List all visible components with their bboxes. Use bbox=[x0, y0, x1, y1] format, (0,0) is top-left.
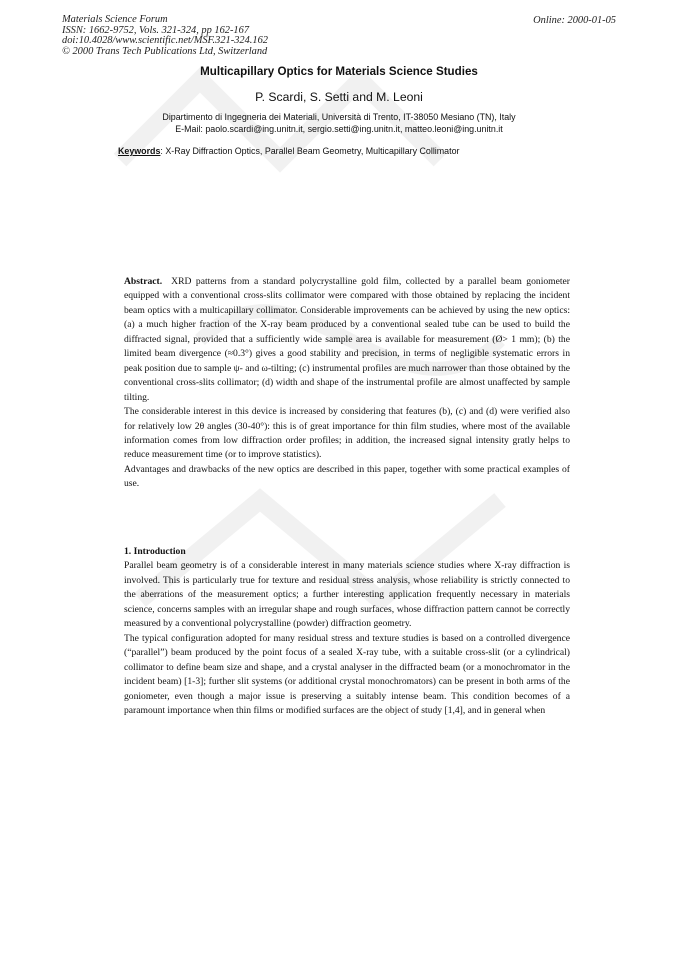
affiliation: Dipartimento di Ingegneria dei Materiali, Università di Trento, IT-38050 Mesiano (TN), Italy bbox=[162, 112, 516, 122]
online-date: Online: 2000-01-05 bbox=[533, 15, 616, 26]
journal-doi[interactable]: doi:10.4028/www.scientific.net/MSF.321-324.162 bbox=[62, 35, 268, 47]
abstract-paragraph-3: Advantages and drawbacks of the new optics are described in this paper, together with some practical examples of use. bbox=[124, 463, 570, 490]
abstract-paragraph-1 bbox=[124, 275, 570, 405]
email-line[interactable]: E-Mail: paolo.scardi@ing.unitn.it, sergio.setti@ing.unitn.it, matteo.leoni@ing.unitn.it bbox=[175, 123, 503, 134]
introduction-paragraph-1: Parallel beam geometry is of a considerable interest in many materials science studies where X-ray diffraction is involved. This is particularly true for texture and residual stress analysis, whose reliability is strictly connected to the aberrations of the measurement optics; a further interesting application frequently necessary in materials science, concerns samples with an irregular shape and rough surfaces, whose diffraction pattern cannot be correctly measured by a conventional polycrystalline (powder) diffraction geometry. bbox=[124, 560, 570, 630]
keywords-label: Keywords bbox=[118, 146, 161, 156]
introduction-section bbox=[124, 545, 570, 718]
abstract-label: Abstract. bbox=[124, 276, 163, 287]
keywords-text: : X-Ray Diffraction Optics, Parallel Beam Geometry, Multicapillary Collimator bbox=[160, 146, 460, 156]
journal-issn: ISSN: 1662-9752, Vols. 321-324, pp 162-167 bbox=[62, 24, 250, 36]
abstract-paragraph-2: The considerable interest in this device is increased by considering that features (b), (c) and (d) were verified also for relatively low 2θ angles (30-40°): this is of great importance for thin film studies, where most of the available information comes from low diffraction order profiles; in addition, the increased signal intensity gratly helps to reduce measurement time (or to improve statistics). bbox=[124, 406, 570, 461]
journal-copyright: © 2000 Trans Tech Publications Ltd, Switzerland bbox=[62, 45, 268, 57]
journal-name: Materials Science Forum bbox=[62, 14, 168, 25]
keywords-line bbox=[118, 146, 618, 156]
introduction-heading: 1. Introduction bbox=[124, 546, 186, 557]
paper-authors: P. Scardi, S. Setti and M. Leoni bbox=[255, 90, 423, 104]
journal-info bbox=[62, 15, 442, 57]
paper-title: Multicapillary Optics for Materials Science Studies bbox=[200, 65, 478, 78]
abstract-text-1: XRD patterns from a standard polycrystalline gold film, collected by a parallel beam goniometer equipped with a conventional cross-slits collimator were compared with those obtained by replacing the incident beam optics with a multicapillary collimator. Considerable improvements can be achieved by using the new optics: (a) a much higher fraction of the X-ray beam produced by a conventional sealed tube can be used to build the diffracted signal, provided that a sufficiently wide sample area is available for measurement (Ø> 1 mm); (b) the limited beam divergence (≈0.3°) gives a good stability and precision, in terms of negligible systematic errors in peak position due to sample ψ- and ω-tilting; (c) instrumental profiles are much narrower than those obtained by the conventional cross-slits collimator; (d) width and shape of the instrumental profile are almost unaffected by sample tilting. bbox=[124, 276, 571, 403]
introduction-paragraph-2: The typical configuration adopted for many residual stress and texture studies is based on a controlled divergence (“parallel”) beam produced by the point focus of a sealed X-ray tube, with a suitable cross-slit (or a cylindrical) collimator to define beam size and shape, and a crystal analyser in the diffracted beam (or a monochromator in the incident beam) [1-3]; further slit systems (or additional crystal monochromators) can be present in both arms of the goniometer, even though a major issue is preserving a suitably intense beam. This condition becomes of a paramount importance when thin films or modified surfaces are the object of study [1,4], and in general when bbox=[124, 632, 570, 716]
abstract-section bbox=[124, 275, 570, 492]
affiliation-block bbox=[0, 112, 678, 135]
